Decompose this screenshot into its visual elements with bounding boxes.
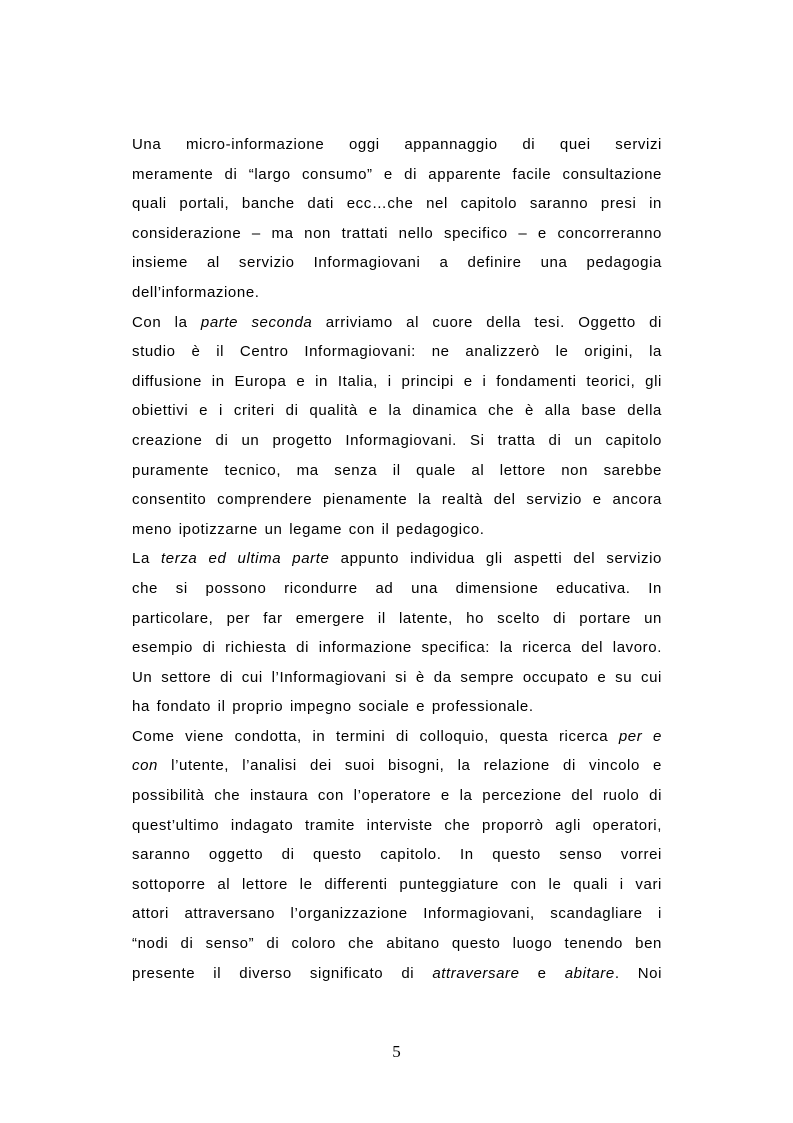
text-run: meramente di “largo consumo” e di apparente facile consultazione [132, 165, 662, 183]
text-run: studio è il Centro Informagiovani: ne analizzerò le origini, la [132, 343, 662, 361]
text-line [132, 633, 662, 663]
text-run: che si possono ricondurre ad una dimensione educativa. In [132, 579, 662, 597]
text-run: La [132, 550, 162, 568]
text-line [132, 456, 662, 486]
paragraph [132, 544, 662, 722]
text-run: particolare, per far emergere il latente, ho scelto di portare un [132, 609, 662, 627]
text-line [132, 308, 662, 338]
text-run: saranno oggetto di questo capitolo. In questo senso vorrei [132, 846, 662, 864]
text-line [132, 574, 662, 604]
text-run: “nodi di senso” di coloro che abitano questo luogo tenendo ben [132, 935, 662, 953]
text-line [132, 781, 662, 811]
text-line [132, 189, 662, 219]
text-line [132, 899, 662, 929]
text-run: meno ipotizzarne un legame con il pedagogico. [132, 520, 485, 538]
text-run: dell’informazione. [132, 283, 260, 301]
text-line [132, 692, 662, 722]
paragraph [132, 308, 662, 545]
text-line [132, 278, 662, 308]
text-run: ha fondato il proprio impegno sociale e professionale. [132, 698, 534, 716]
text-run: possibilità che instaura con l’operatore e la percezione del ruolo di [132, 787, 662, 805]
text-line [132, 367, 662, 397]
text-run: obiettivi e i criteri di qualità e la dinamica che è alla base della [132, 402, 662, 420]
text-line [132, 515, 662, 545]
text-line [132, 663, 662, 693]
italic-text: attraversare [432, 964, 520, 982]
text-run: appunto individua gli aspetti del servizio [329, 550, 662, 568]
text-line [132, 248, 662, 278]
text-run: consentito comprendere pienamente la realtà del servizio e ancora [132, 491, 662, 509]
text-run: presente il diverso significato di [132, 964, 433, 982]
text-line [132, 840, 662, 870]
text-run: quali portali, banche dati ecc…che nel capitolo saranno presi in [132, 195, 662, 213]
text-line [132, 485, 662, 515]
text-run: Una micro-informazione oggi appannaggio di quei servizi [132, 136, 662, 153]
text-line [132, 929, 662, 959]
text-line [132, 396, 662, 426]
text-line [132, 130, 662, 160]
text-run: l’utente, l’analisi dei suoi bisogni, la relazione di vincolo e [158, 757, 662, 775]
text-run: attori attraversano l’organizzazione Informagiovani, scandagliare i [132, 905, 662, 923]
italic-text: per e [618, 727, 662, 745]
text-line [132, 219, 662, 249]
text-line [132, 722, 662, 752]
italic-text: abitare [564, 964, 615, 982]
text-line [132, 426, 662, 456]
text-line [132, 811, 662, 841]
text-line [132, 604, 662, 634]
text-run: considerazione – ma non trattati nello specifico – e concorreranno [132, 224, 662, 242]
text-run: Come viene condotta, in termini di colloquio, questa ricerca [132, 727, 619, 745]
text-run: . Noi [614, 964, 662, 982]
text-run: quest’ultimo indagato tramite interviste che proporrò agli operatori, [132, 816, 662, 834]
text-run: arriviamo al cuore della tesi. Oggetto di [312, 313, 662, 331]
text-run: puramente tecnico, ma senza il quale al lettore non sarebbe [132, 461, 662, 479]
italic-text: parte seconda [200, 313, 313, 331]
text-line [132, 544, 662, 574]
text-line [132, 870, 662, 900]
text-run: Un settore di cui l’Informagiovani si è da sempre occupato e su cui [132, 668, 662, 686]
text-run: creazione di un progetto Informagiovani. Si tratta di un capitolo [132, 431, 662, 449]
italic-text: terza ed ultima parte [161, 550, 330, 568]
text-line [132, 959, 662, 989]
text-run: diffusione in Europa e in Italia, i principi e i fondamenti teorici, gli [132, 372, 662, 390]
paragraph [132, 130, 662, 308]
text-run: sottoporre al lettore le differenti punteggiature con le quali i vari [132, 875, 662, 893]
text-line [132, 337, 662, 367]
text-run: e [519, 964, 565, 982]
paragraph [132, 722, 662, 988]
italic-text: con [132, 757, 158, 775]
text-line [132, 751, 662, 781]
text-run: Con la [132, 313, 201, 331]
text-run: esempio di richiesta di informazione specifica: la ricerca del lavoro. [132, 639, 662, 657]
text-run: insieme al servizio Informagiovani a definire una pedagogia [132, 254, 662, 272]
page-number: 5 [392, 1042, 401, 1061]
text-line [132, 160, 662, 190]
body-text [132, 130, 662, 988]
